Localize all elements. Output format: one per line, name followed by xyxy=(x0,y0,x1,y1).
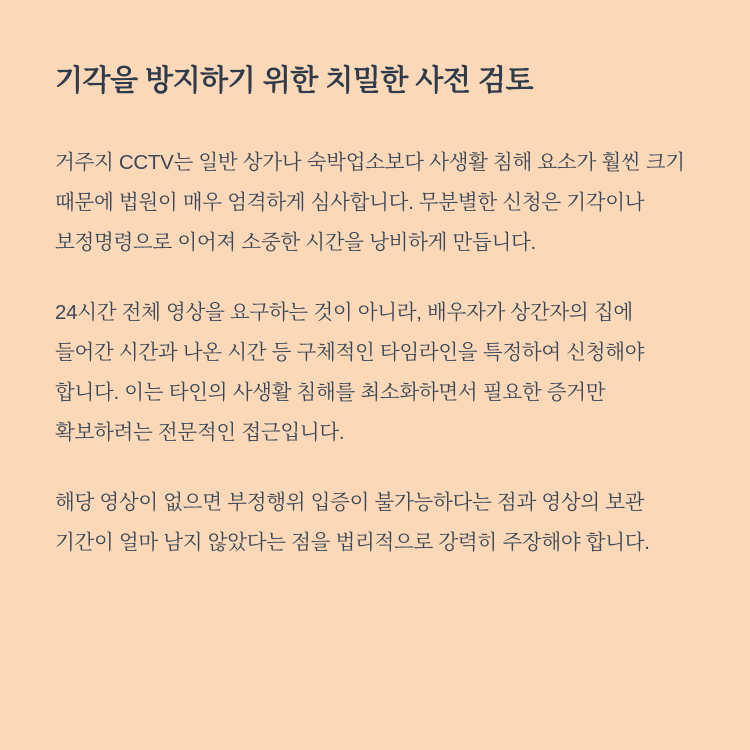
page-title: 기각을 방지하기 위한 치밀한 사전 검토 xyxy=(55,65,534,97)
body-paragraph-3: 해당 영상이 없으면 부정행위 입증이 불가능하다는 점과 영상의 보관 기간이 얼마 남지 않았다는 점을 법리적으로 강력히 주장해야 합니다. xyxy=(55,490,650,554)
body-paragraph-2: 24시간 전체 영상을 요구하는 것이 아니라, 배우자가 상간자의 집에 들어간 시간과 나온 시간 등 구체적인 타임라인을 특정하여 신청해야 합니다. 이는 타인의 사생활 침해를 최소화하면서 필요한 증거만 확보하려는 전문적인 접근입니다. xyxy=(55,301,645,444)
body-paragraph-1: 거주지 CCTV는 일반 상가나 숙박업소보다 사생활 침해 요소가 훨씬 크기 때문에 법원이 매우 엄격하게 심사합니다. 무분별한 신청은 기각이나 보정명령으로 이어져 소중한 시간을 낭비하게 만듭니다. xyxy=(55,151,685,255)
